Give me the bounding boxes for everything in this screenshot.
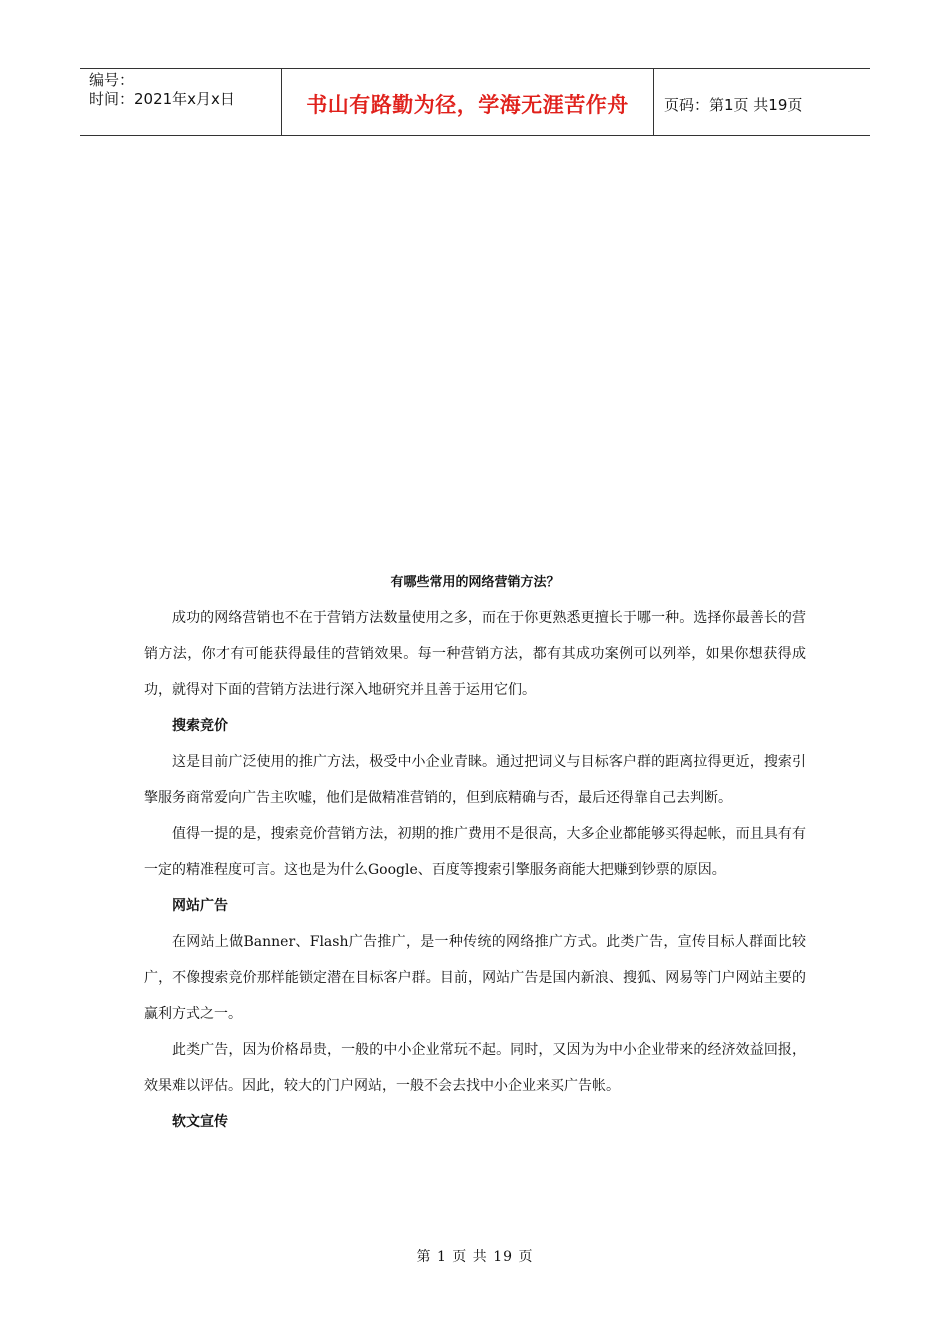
section-paragraph: 此类广告，因为价格昂贵，一般的中小企业常玩不起。同时，又因为为中小企业带来的经济效益回报，效果难以评估。因此，较大的门户网站，一般不会去找中小企业来买广告帐。 [144, 1042, 806, 1094]
header-page-cell [654, 69, 870, 135]
header-meta-cell [80, 69, 281, 135]
section-paragraph: 在网站上做Banner、Flash广告推广，是一种传统的网络推广方式。此类广告，宣传目标人群面比较广，不像搜索竞价那样能锁定潜在目标客户群。目前，网站广告是国内新浪、搜狐、网易等门户网站主要的赢利方式之一。 [144, 934, 806, 1022]
section-heading-website-ads: 网站广告 [172, 898, 228, 914]
section-paragraph: 这是目前广泛使用的推广方法，极受中小企业青睐。通过把词义与目标客户群的距离拉得更近，搜索引擎服务商常爱向广告主吹嘘，他们是做精准营销的，但到底精确与否，最后还得靠自己去判断。 [144, 754, 806, 806]
page-info: 页码：第1页 共19页 [664, 95, 803, 114]
header-motto-cell [281, 69, 654, 135]
motto-text: 书山有路勤为径，学海无涯苦作舟 [306, 93, 629, 117]
time-label: 时间：2021年x月x日 [89, 90, 235, 108]
intro-paragraph: 成功的网络营销也不在于营销方法数量使用之多，而在于你更熟悉更擅长于哪一种。选择你最善长的营销方法，你才有可能获得最佳的营销效果。每一种营销方法，都有其成功案例可以列举，如果你想获得成功，就得对下面的营销方法进行深入地研究并且善于运用它们。 [144, 610, 806, 698]
section-paragraph: 值得一提的是，搜索竞价营销方法，初期的推广费用不是很高，大多企业都能够买得起帐，而且具有有一定的精准程度可言。这也是为什么Google、百度等搜索引擎服务商能大把赚到钞票的原因。 [144, 826, 806, 878]
section-heading-soft-article: 软文宣传 [172, 1114, 228, 1130]
page-footer: 第 1 页 共 19 页 [416, 1249, 534, 1265]
document-body [144, 600, 806, 1140]
document-title: 有哪些常用的网络营销方法？ [390, 575, 560, 590]
number-label: 编号： [89, 71, 135, 89]
document-header-table [80, 68, 870, 136]
section-heading-search-bidding: 搜索竞价 [172, 718, 228, 734]
